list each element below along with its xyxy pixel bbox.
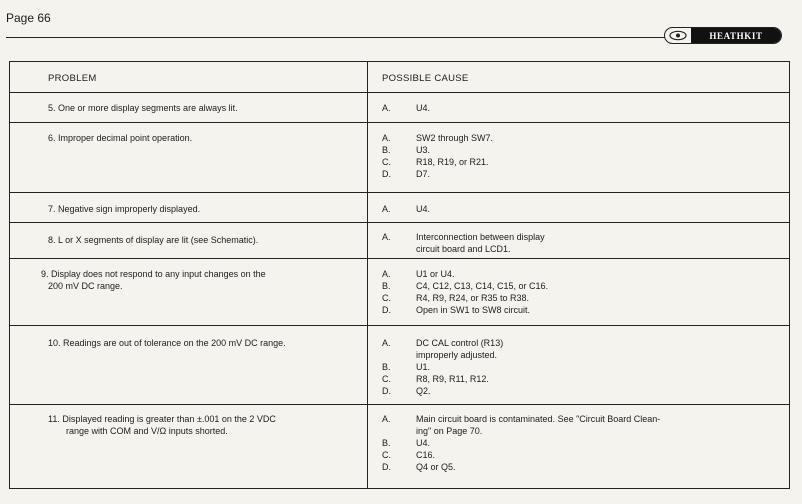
cause-letter: A. [382, 103, 391, 113]
problem-line: 8. L or X segments of display are lit (see Schematic). [48, 235, 259, 245]
cause-continuation: circuit board and LCD1. [416, 244, 511, 254]
cause-text: U3. [416, 145, 431, 155]
heathkit-logo [664, 27, 782, 44]
problem-line: 10. Readings are out of tolerance on the 200 mV DC range. [48, 338, 286, 348]
problem-line: 6. Improper decimal point operation. [48, 133, 193, 143]
heathkit-emblem-icon [665, 28, 691, 43]
cause-letter: D. [382, 169, 391, 179]
cause-letter: D. [382, 386, 391, 396]
cause-list [382, 203, 782, 215]
cause-text: C16. [416, 450, 436, 460]
cause-letter: C. [382, 157, 391, 167]
cause-letter: C. [382, 293, 391, 303]
problem-line: 7. Negative sign improperly displayed. [48, 204, 201, 214]
cause-letter: A. [382, 338, 391, 348]
cause-text: U1 or U4. [416, 269, 455, 279]
problem-text [41, 268, 351, 292]
table-row [10, 123, 789, 193]
problem-text [48, 413, 358, 437]
cause-continuation: improperly adjusted. [416, 350, 498, 360]
cause-list [382, 132, 782, 180]
problem-line: 200 mV DC range. [48, 281, 123, 291]
cause-text: DC CAL control (R13) [416, 338, 504, 348]
header-possible-cause: POSSIBLE CAUSE [382, 73, 469, 84]
table-row [10, 326, 789, 405]
problem-line: 11. Displayed reading is greater than ±.001 on the 2 VDC [48, 414, 276, 424]
page-number: Page 66 [6, 11, 51, 25]
cause-letter: A. [382, 232, 391, 242]
cause-text: Open in SW1 to SW8 circuit. [416, 305, 531, 315]
problem-line: 5. One or more display segments are always lit. [48, 103, 238, 113]
cause-text: Interconnection between display [416, 232, 545, 242]
problem-text [48, 234, 358, 246]
cause-text: Q4 or Q5. [416, 462, 456, 472]
cause-letter: A. [382, 414, 391, 424]
cause-list [382, 268, 782, 316]
header-rule [6, 37, 772, 38]
cause-letter: C. [382, 450, 391, 460]
table-row [10, 405, 789, 488]
cause-letter: A. [382, 269, 391, 279]
cause-text: U4. [416, 438, 431, 448]
problem-text [48, 132, 358, 144]
cause-text: U4. [416, 204, 431, 214]
cause-text: Q2. [416, 386, 431, 396]
logo-wordmark: HEATHKIT [691, 28, 781, 43]
cause-text: Main circuit board is contaminated. See "Circuit Board Clean- [416, 414, 661, 424]
table-row [10, 93, 789, 123]
problem-text [48, 203, 358, 215]
table-row [10, 193, 789, 223]
troubleshooting-table [9, 61, 790, 489]
problem-line: range with COM and V/Ω inputs shorted. [66, 426, 228, 436]
cause-text: U4. [416, 103, 431, 113]
header-problem: PROBLEM [48, 73, 97, 84]
table-header-row [10, 62, 789, 93]
cause-letter: A. [382, 204, 391, 214]
problem-text [48, 102, 358, 114]
cause-text: R8, R9, R11, R12. [416, 374, 489, 384]
cause-list [382, 413, 782, 473]
table-row [10, 223, 789, 259]
cause-letter: B. [382, 362, 391, 372]
cause-text: SW2 through SW7. [416, 133, 494, 143]
cause-text: D7. [416, 169, 431, 179]
cause-list [382, 102, 782, 114]
cause-text: R18, R19, or R21. [416, 157, 489, 167]
cause-letter: B. [382, 281, 391, 291]
cause-list [382, 337, 782, 397]
cause-continuation: ing" on Page 70. [416, 426, 483, 436]
cause-letter: D. [382, 305, 391, 315]
cause-text: R4, R9, R24, or R35 to R38. [416, 293, 530, 303]
cause-letter: A. [382, 133, 391, 143]
cause-text: U1. [416, 362, 431, 372]
cause-letter: B. [382, 145, 391, 155]
cause-letter: B. [382, 438, 391, 448]
problem-line: 9. Display does not respond to any input changes on the [41, 269, 266, 279]
table-row [10, 259, 789, 326]
cause-letter: D. [382, 462, 391, 472]
cause-text: C4, C12, C13, C14, C15, or C16. [416, 281, 549, 291]
cause-list [382, 231, 782, 255]
problem-text [48, 337, 358, 349]
cause-letter: C. [382, 374, 391, 384]
